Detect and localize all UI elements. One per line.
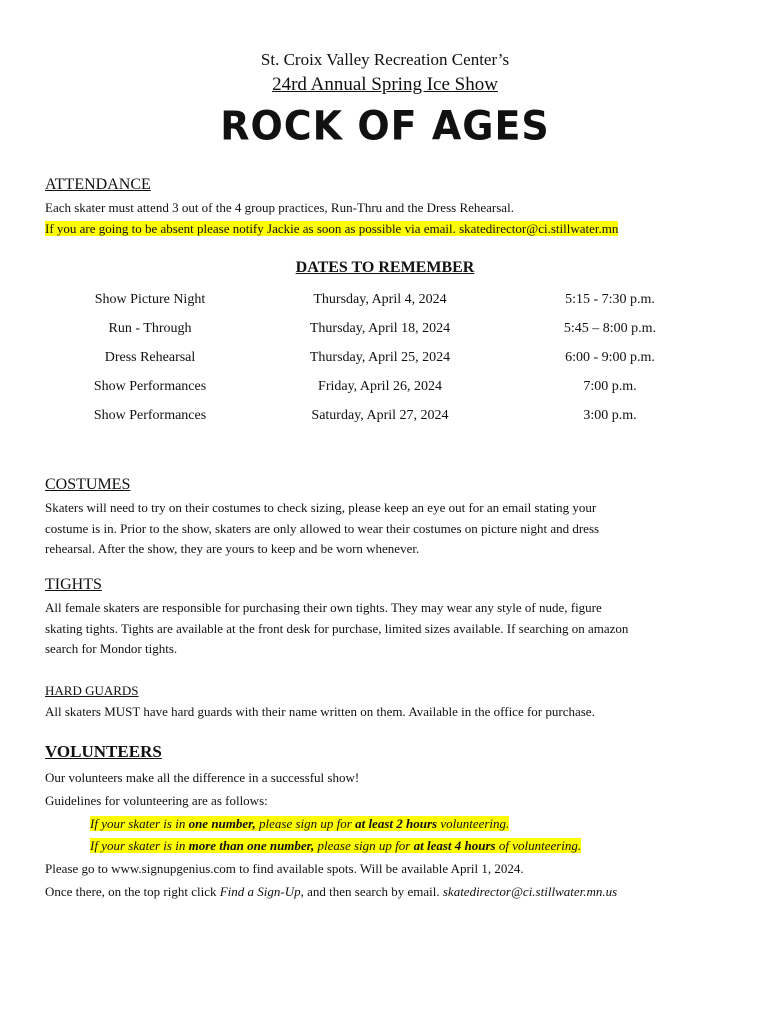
costumes-line: Skaters will need to try on their costumes to check sizing, please keep an eye out for an email stating your (45, 500, 597, 515)
tights-line: skating tights. Tights are available at the front desk for purchase, limited sizes available. If searching on amazon (45, 620, 629, 636)
guideline-highlight (90, 838, 581, 853)
text: at least 2 hours (355, 816, 438, 831)
text: Once there, on the top right click (45, 884, 220, 899)
event-time: 5:15 - 7:30 p.m. (565, 291, 655, 307)
attendance-heading: ATTENDANCE (45, 176, 151, 193)
organization-name: St. Croix Valley Recreation Center’s (260, 50, 510, 69)
event-name: Run - Through (108, 320, 192, 336)
guideline-multiple-numbers (90, 838, 581, 854)
text: more than one number, (188, 838, 315, 853)
show-title: 24rd Annual Spring Ice Show (272, 74, 498, 95)
costumes-line: rehearsal. After the show, they are yours to keep and be worn whenever. (45, 541, 420, 556)
event-date: Saturday, April 27, 2024 (311, 407, 449, 423)
event-time: 6:00 - 9:00 p.m. (565, 349, 655, 365)
event-date: Friday, April 26, 2024 (318, 378, 442, 394)
table-row (55, 372, 705, 401)
event-name: Show Performances (93, 378, 207, 394)
theme-logo: ROCK OF AGES (220, 102, 550, 150)
volunteers-intro: Our volunteers make all the difference in a successful show! (45, 770, 360, 785)
guideline-highlight (90, 816, 509, 831)
dates-heading: DATES TO REMEMBER (295, 259, 475, 276)
tights-line: All female skaters are responsible for purchasing their own tights. They may wear any style of nude, figure (45, 600, 602, 615)
tights-text (45, 598, 735, 660)
tights-line: search for Mondor tights. (45, 641, 178, 656)
attendance-absence-notice (45, 219, 618, 240)
event-time: 3:00 p.m. (583, 407, 637, 423)
find-signup-link-text: Find a Sign-Up (219, 884, 301, 899)
text: at least 4 hours (413, 838, 496, 853)
text: please sign up for (255, 816, 356, 831)
event-date: Thursday, April 18, 2024 (309, 320, 451, 336)
table-row (55, 343, 705, 372)
table-row (55, 314, 705, 343)
text: , and then search by email. (300, 884, 443, 899)
hard-guards-heading: HARD GUARDS (45, 683, 139, 698)
text: If your skater is in (90, 838, 189, 853)
hard-guards-text: All skaters MUST have hard guards with their name written on them. Available in the office for purchase. (45, 704, 595, 719)
text: please sign up for (314, 838, 414, 853)
contact-email: skatedirector@ci.stillwater.mn.us (442, 884, 618, 899)
volunteers-heading: VOLUNTEERS (45, 742, 162, 761)
event-date: Thursday, April 25, 2024 (309, 349, 451, 365)
guideline-one-number (90, 816, 509, 832)
dates-table (55, 285, 705, 430)
absence-highlight: If you are going to be absent please notify Jackie as soon as possible via email. skatedirector@ci.stillwater.mn (45, 221, 619, 236)
table-row (55, 401, 705, 430)
volunteers-guidelines: Guidelines for volunteering are as follows: (45, 793, 268, 808)
costumes-text (45, 498, 735, 560)
signup-search-instructions (45, 884, 617, 900)
text: one number, (188, 816, 256, 831)
costumes-heading: COSTUMES (45, 476, 131, 493)
event-name: Show Performances (93, 407, 207, 423)
text: If your skater is in (90, 816, 189, 831)
text: of volunteering. (495, 838, 582, 853)
signup-instructions: Please go to www.signupgenius.com to find available spots. Will be available April 1, 2024. (45, 861, 524, 876)
table-row (55, 285, 705, 314)
event-time: 7:00 p.m. (583, 378, 637, 394)
costumes-line: costume is in. Prior to the show, skaters are only allowed to wear their costumes on picture night and dress (45, 520, 600, 536)
tights-heading: TIGHTS (45, 576, 102, 593)
event-date: Thursday, April 4, 2024 (313, 291, 447, 307)
attendance-text: Each skater must attend 3 out of the 4 group practices, Run-Thru and the Dress Rehearsal. (45, 200, 514, 215)
event-time: 5:45 – 8:00 p.m. (563, 320, 657, 336)
event-name: Show Picture Night (94, 291, 206, 307)
event-name: Dress Rehearsal (104, 349, 196, 365)
text: volunteering. (437, 816, 510, 831)
